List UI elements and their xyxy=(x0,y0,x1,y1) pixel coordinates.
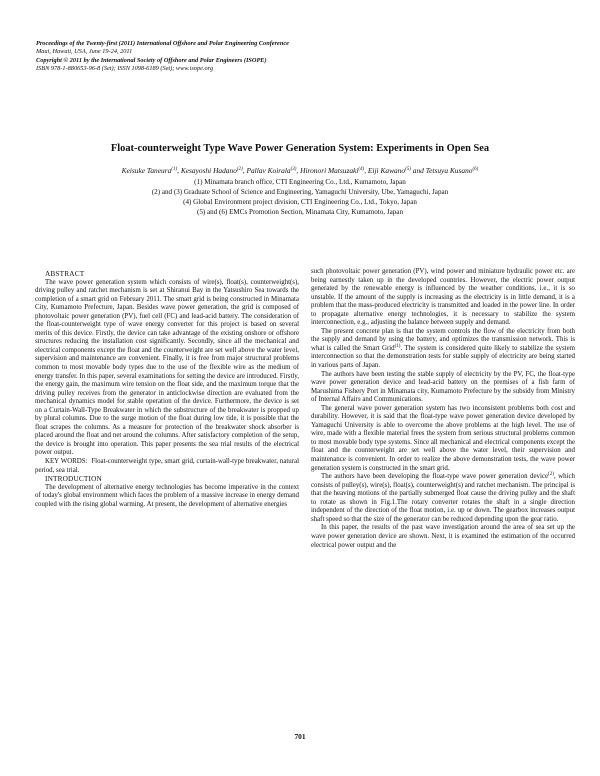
author-name: Tetsuya Kusano xyxy=(425,166,473,175)
abstract-body: The wave power generation system which consists of wire(s), float(s), counterweight(s), driving pulley and ratchet mechanism is set at Shiranui Bay in the Yatsushiro Sea towards the completion of a smart grid on February 2011. The smart grid is being constructed in Minamata City, Kumamoto Prefecture, Japan. Besides wave power generation, the grid is composed of photovoltaic power generation (PV), fuel cell (FC) and lead-acid battery. The consideration of the float-counterweight type of wave energy converter for this project is based on several merits of this device. Firstly, the device can take advantage of the existing onshore or offshore structures reducing the installation cost significantly. Secondly, since all the mechanical and electrical components except the float and the counterweight are set well above the water level, supervision and maintenance are convenient. Finally, it is free from major structural problems common to most movable body types due to the use of the flexible wire as the medium of energy transfer. In this paper, several examinations for setting the device are introduced. Firstly, the energy gain, the maximum wire tension on the float side, and the maximum torque that the driving pulley receives from the generator in anticlockwise direction are evaluated from the mechanical dynamics model for stable operation of the device. Furthermore, the device is set on a Curtain-Wall-Type Breakwater in which the substructure of the breakwater is propped up by plural columns. Due to the surge motion of the float during low tide, it is possible that the float scrapes the columns. As a measure for protection of the breakwater shock absorber is placed around the float and net around the columns. After satisfactory completion of the setup, the device is brought into operation. This paper presents the sea trial results of the electrical power output. xyxy=(35,278,299,457)
introduction-heading: INTRODUCTION xyxy=(45,474,102,484)
device-text-cont: , which consists of pulley(s), wire(s), float(s), counterweight(s) and ratchet mechanism. The principal is that the heaving motions of the partially submerged float cause the driving pulley and the shaft to rotate as shown in Fig.1.The rotary converter rotates the shaft in a single direction independent of the direction of the float motion, i.e. up or down. The gearbox increases output shaft speed so that the size of the generator can be reduced depending upon the gear ratio. xyxy=(311,473,575,523)
author-name: Pallav Koirala xyxy=(246,166,291,175)
body-paragraph: such photovoltaic power generation (PV), wind power and miniature hydraulic power etc. are being earnestly taken up in the developed countries. However, the electric power output generated by the renewable energy is influenced by the weather conditions, i.e., it is so unstable. If the amount of the supply is increasing as the electricity is in little demand, it is a problem that the mass-produced electricity is transmitted and loaded in the power line. In order to propagate alternative energy technologies, it is necessary to stabilize the system interconnection, e.g., adjusting the balance between supply and demand. xyxy=(311,268,575,327)
smart-grid-text-cont: . The system is considered quite likely to stabilize the system interconnection so that the demonstration tests for stable supply of electricity are being started in various parts of Japan. xyxy=(311,344,575,370)
affiliation: (4) Global Environment project division, CTI Engineering Co., Ltd., Tokyo, Japan xyxy=(183,198,417,207)
author-sup: (1) xyxy=(171,167,178,172)
body-paragraph: The authors have been testing the stable supply of electricity by the PV, FC, the float-type wave power generation device and lead-acid battery on the premises of a fish farm of Marushima Fishery Port in Minamata city, Kumamoto Prefecture by the subsidy from Ministry of Internal Affairs and Communications. xyxy=(311,370,575,404)
proceedings-header xyxy=(36,40,576,73)
affiliation: (5) and (6) EMCs Promotion Section, Minamata City, Kumamoto, Japan xyxy=(196,208,404,217)
paper-title: Float-counterweight Type Wave Power Generation System: Experiments in Open Sea xyxy=(110,143,490,154)
author-sup: (5) xyxy=(405,167,411,172)
author-sup: (6) xyxy=(472,167,479,172)
author-name: Eiji Kawano xyxy=(367,166,406,175)
body-paragraph: The general wave power generation system has two inconsistent problems both cost and durability. However, it is said that the float-type wave power generation device developed by Yamaguchi University is able to overcome the above problems at the high level. The use of wire, made with a flexible material frees the system from serious structural problems common to most movable body type systems. Since all mechanical and electrical components except the float and the counterweight are set well above the water level, their supervision and maintenance is convenient. In order to realize the above demonstration tests, the wave power generation system is constructed in the smart grid. xyxy=(311,404,575,472)
author-name: Keisuke Taneura xyxy=(121,166,172,175)
author-name: Kesayoshi Hadano xyxy=(180,166,237,175)
body-paragraph: In this paper, the results of the past wave investigation around the area of sea set up the wave power generation device are shown. Next, it is examined the estimation of the occurred electrical power output and the xyxy=(311,524,575,549)
author-name: Hironori Matsuzaki xyxy=(300,166,359,175)
keywords-text: Float-counterweight type, smart grid, curtain-wall-type breakwater, natural period, sea trial. xyxy=(35,458,299,474)
affiliation: (2) and (3) Graduate School of Science and Engineering, Yamaguchi University, Ube, Yamaguchi, Japan xyxy=(151,188,449,197)
affiliation-list xyxy=(36,177,564,217)
body-paragraph xyxy=(311,473,575,524)
author-list: Keisuke Taneura$^{(1)}$, Kesayoshi Hadano$^{(2)}$, Pallav Koirala$^{(3)}$, Hironori Matsuzaki$^{(4)}$, Eiji Kawano$^{(5)}$ and Tetsuya Kusano$^{(6)}$ xyxy=(121,166,479,175)
page-number: 701 xyxy=(294,732,306,741)
body-paragraph xyxy=(311,328,575,371)
proceedings-line2: Maui, Hawaii, USA, June 19-24, 2011 xyxy=(36,48,133,56)
citation-ref: (2) xyxy=(548,472,554,478)
proceedings-line1: Proceedings of the Twenty-first (2011) International Offshore and Polar Engineering Conference xyxy=(36,40,289,47)
left-column xyxy=(35,270,299,509)
isbn-line: ISBN 978-1-880653-96-8 (Set); ISSN 1098-6189 (Set); www.isope.org xyxy=(36,64,213,72)
right-column xyxy=(311,268,575,550)
introduction-paragraph: The development of alternative energy technologies has become imperative in the context of today's global environment which faces the problem of a massive increase in energy demand coupled with the rising global warming. At present, the development of alternative energies xyxy=(35,483,299,508)
smart-grid-text: The present concrete plan is that the system controls the flow of the electricity from both the supply and demand by using the battery, and optimizes the transmission network. This is what is called the Smart Grid xyxy=(311,327,575,352)
keywords xyxy=(35,458,299,475)
author-sup: (2) xyxy=(236,167,243,172)
device-text: The authors have been developing the float-type wave power generation device xyxy=(321,473,549,481)
copyright-line: Copyright © 2011 by the International Society of Offshore and Polar Engineers (ISOPE) xyxy=(36,56,267,64)
citation-ref: (1) xyxy=(394,343,401,349)
keywords-label: KEY WORDS: xyxy=(45,458,88,466)
abstract-heading: ABSTRACT xyxy=(45,269,85,278)
author-sup: (4) xyxy=(358,167,365,172)
affiliation: (1) Minamata branch office, CTI Engineering Co., Ltd., Kumamoto, Japan xyxy=(194,178,406,186)
author-sup: (3) xyxy=(290,167,297,172)
